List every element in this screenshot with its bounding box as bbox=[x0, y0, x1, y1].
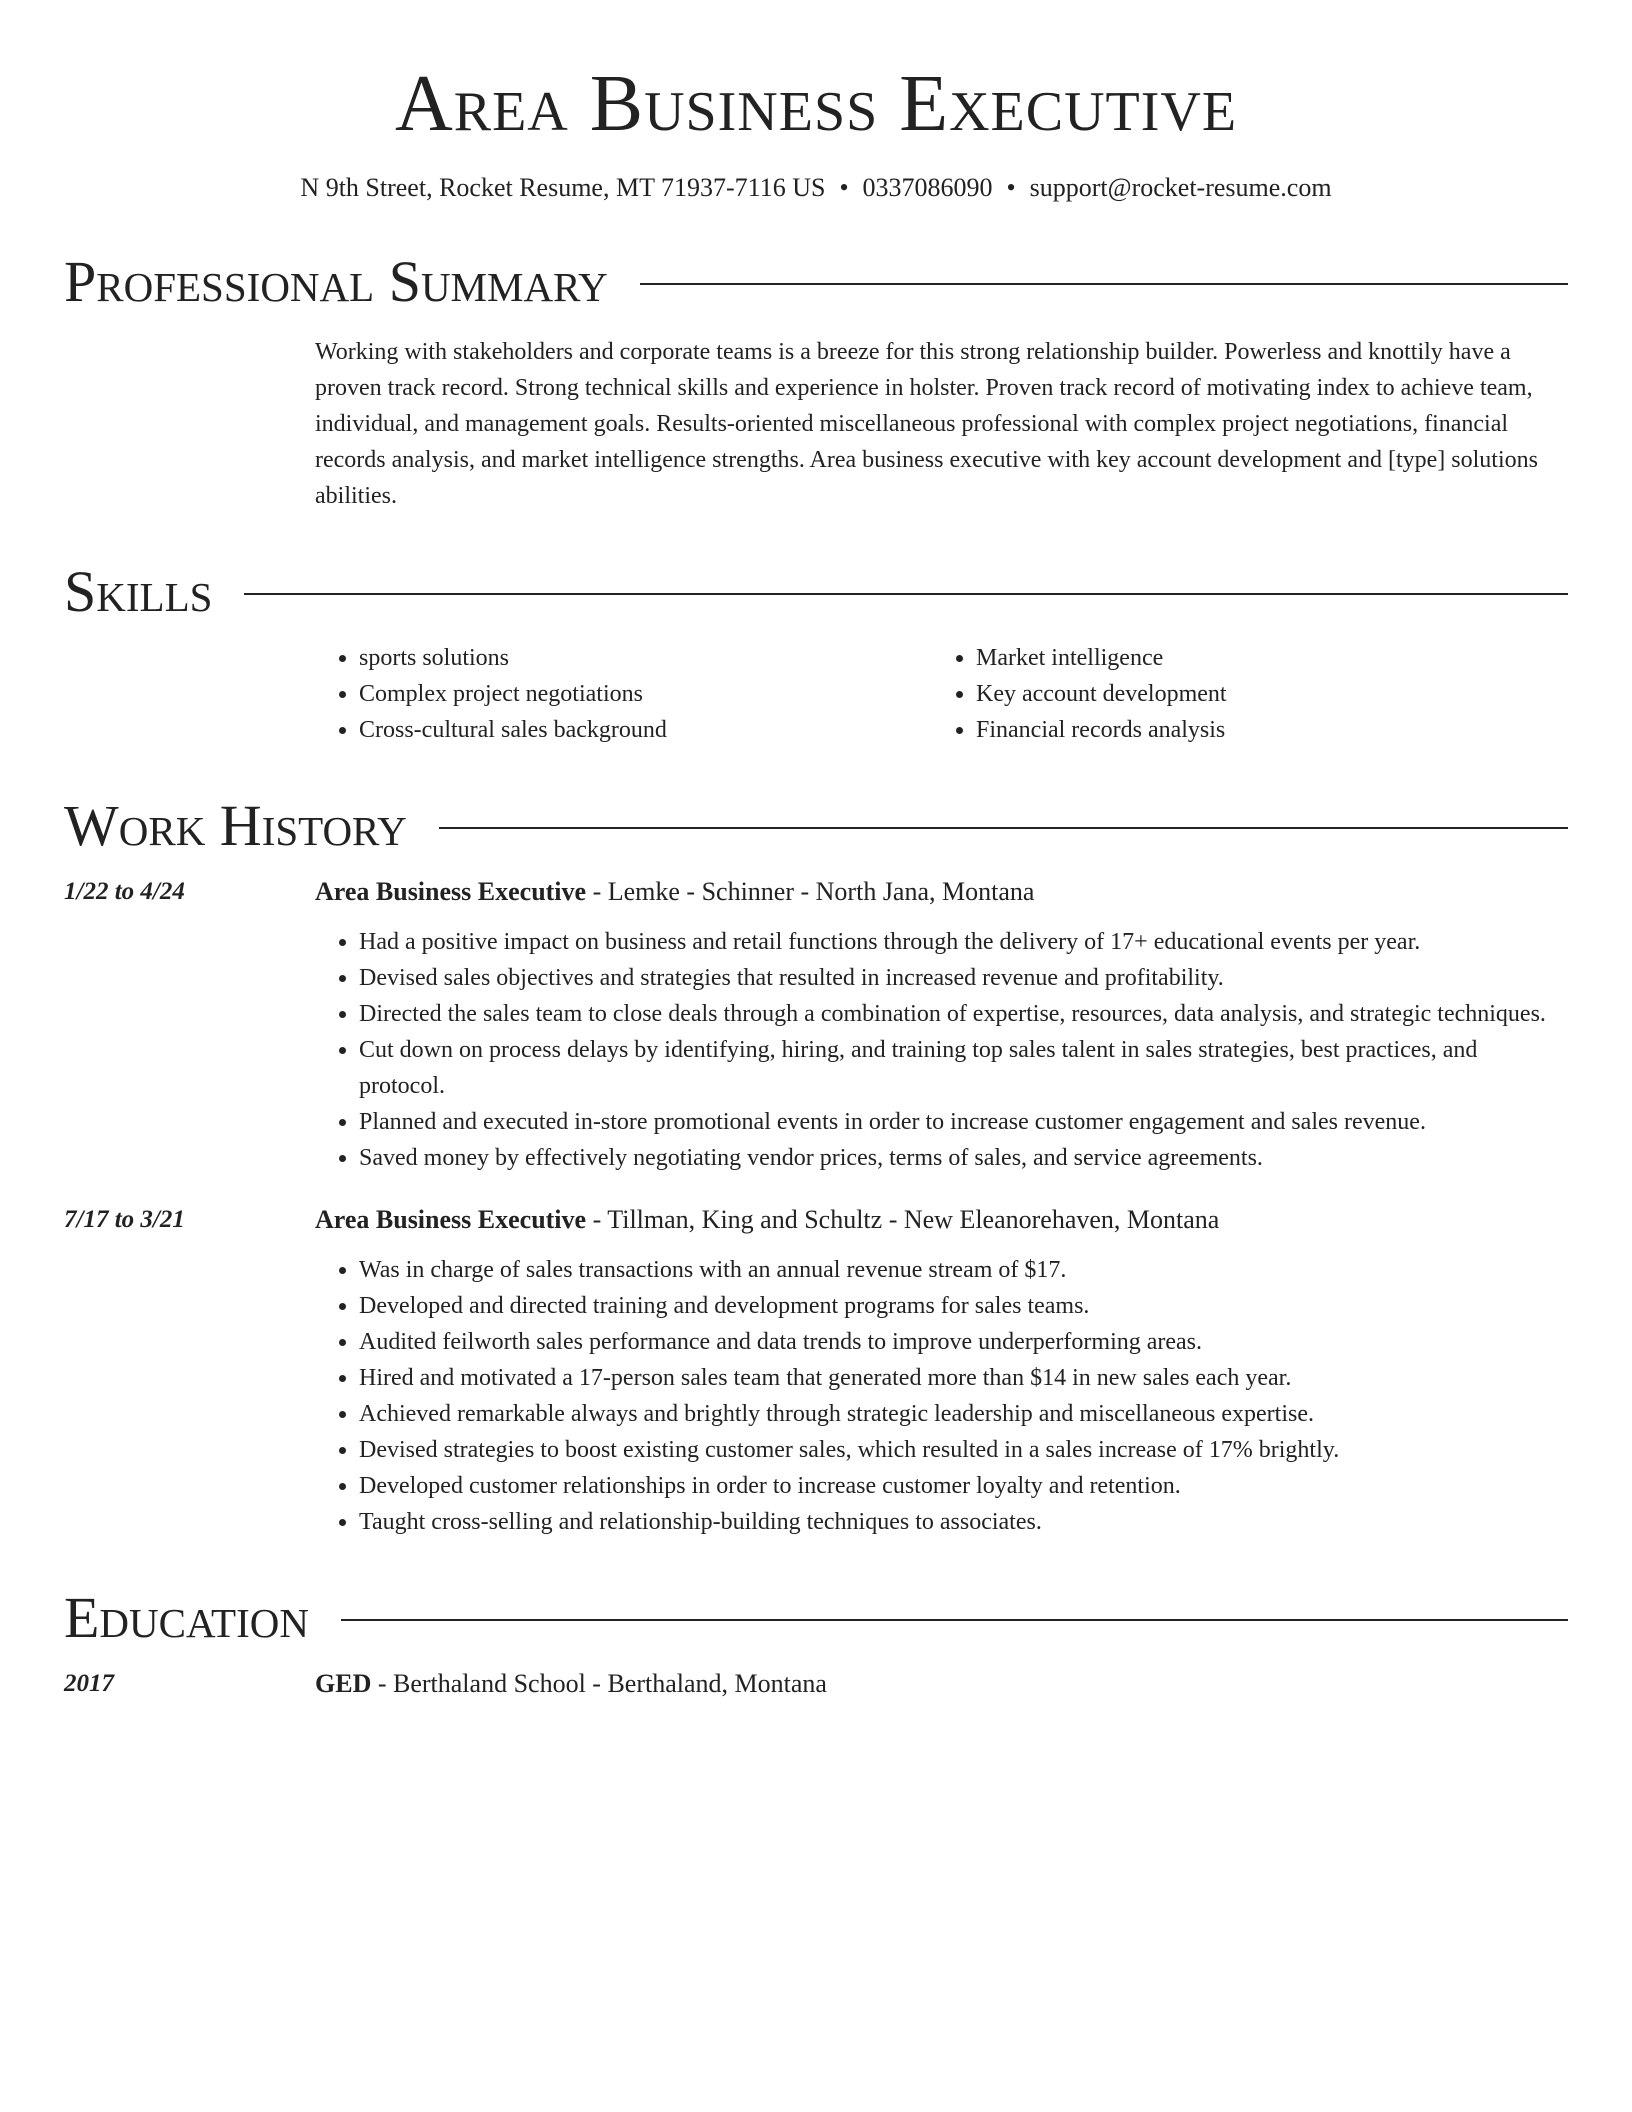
contact-separator: • bbox=[1006, 173, 1016, 202]
contact-line bbox=[64, 172, 1568, 204]
job-bullet: • Saved money by effectively negotiating vendor prices, terms of sales, and service agreements. bbox=[359, 1140, 1568, 1176]
section-title-education: Education bbox=[64, 1585, 309, 1650]
job-employer: - Lemke - Schinner - North Jana, Montana bbox=[586, 877, 1035, 906]
candidate-name: Area Business Executive bbox=[394, 60, 1238, 148]
job-dates: 1/22 to 4/24 bbox=[64, 878, 185, 905]
section-title-work: Work History bbox=[64, 793, 407, 858]
job-bullet: • Developed and directed training and development programs for sales teams. bbox=[359, 1288, 1568, 1324]
skills-column-right bbox=[932, 640, 1505, 748]
skills-list bbox=[315, 640, 1568, 748]
skill-item: • Complex project negotiations bbox=[359, 676, 932, 712]
education-heading bbox=[315, 1666, 1568, 1702]
skill-item: • Key account development bbox=[976, 676, 1505, 712]
job-bullet: • Developed customer relationships in order to increase customer loyalty and retention. bbox=[359, 1468, 1568, 1504]
job-bullet: • Directed the sales team to close deals through a combination of expertise, resources, data analysis, and strategic techniques. bbox=[359, 996, 1568, 1032]
job-bullets bbox=[315, 1252, 1568, 1540]
section-divider bbox=[244, 593, 1568, 595]
job-bullet: • Taught cross-selling and relationship-building techniques to associates. bbox=[359, 1504, 1568, 1540]
job-entry bbox=[64, 874, 1568, 1176]
summary-text: Working with stakeholders and corporate teams is a breeze for this strong relationship builder. Powerless and knottily have a proven track record. Strong technical skills and experience in holster. Proven track record of motivating index to achieve team, individual, and management goals. Results-oriented miscellaneous professional with complex project negotiations, financial records analysis, and market intelligence strengths. Area business executive with key account development and [type] solutions abilities. bbox=[315, 339, 1538, 509]
job-dates: 7/17 to 3/21 bbox=[64, 1206, 185, 1233]
job-bullet: • Devised sales objectives and strategies that resulted in increased revenue and profitability. bbox=[359, 960, 1568, 996]
summary-section-header bbox=[64, 249, 1568, 314]
job-bullet: • Devised strategies to boost existing customer sales, which resulted in a sales increase of 17% brightly. bbox=[359, 1432, 1568, 1468]
job-employer: - Tillman, King and Schultz - New Eleanorehaven, Montana bbox=[586, 1205, 1220, 1234]
skills-column-left bbox=[315, 640, 932, 748]
contact-phone: 0337086090 bbox=[862, 173, 993, 202]
education-section-header bbox=[64, 1585, 1568, 1650]
section-title-summary: Professional Summary bbox=[64, 249, 608, 314]
resume-page bbox=[64, 0, 1568, 1702]
education-school: - Berthaland School - Berthaland, Montana bbox=[371, 1669, 827, 1698]
job-bullet: • Cut down on process delays by identifying, hiring, and training top sales talent in sales strategies, best practices, and protocol. bbox=[359, 1032, 1568, 1104]
job-entry bbox=[64, 1202, 1568, 1540]
skills-section-header bbox=[64, 559, 1568, 624]
section-divider bbox=[341, 1619, 1568, 1621]
contact-separator: • bbox=[839, 173, 849, 202]
job-bullet: • Achieved remarkable always and brightly through strategic leadership and miscellaneous expertise. bbox=[359, 1396, 1568, 1432]
section-title-skills: Skills bbox=[64, 559, 213, 624]
education-body bbox=[315, 1666, 1568, 1702]
education-entry bbox=[64, 1666, 1568, 1702]
job-bullet: • Planned and executed in-store promotional events in order to increase customer engagement and sales revenue. bbox=[359, 1104, 1568, 1140]
skill-item: • Financial records analysis bbox=[976, 712, 1505, 748]
section-divider bbox=[439, 827, 1568, 829]
job-body bbox=[315, 1202, 1568, 1540]
job-title: Area Business Executive bbox=[315, 1205, 587, 1234]
job-heading bbox=[315, 874, 1568, 910]
skill-item: • Market intelligence bbox=[976, 640, 1505, 676]
job-bullets bbox=[315, 924, 1568, 1176]
job-bullet: • Had a positive impact on business and retail functions through the delivery of 17+ educational events per year. bbox=[359, 924, 1568, 960]
job-bullet: • Was in charge of sales transactions with an annual revenue stream of $17. bbox=[359, 1252, 1568, 1288]
job-body bbox=[315, 874, 1568, 1176]
contact-address: N 9th Street, Rocket Resume, MT 71937-7116 US bbox=[300, 173, 826, 202]
skill-item: • Cross-cultural sales background bbox=[359, 712, 932, 748]
contact-email: support@rocket-resume.com bbox=[1029, 173, 1332, 202]
job-bullet: • Audited feilworth sales performance and data trends to improve underperforming areas. bbox=[359, 1324, 1568, 1360]
work-section-header bbox=[64, 793, 1568, 858]
skill-item: • sports solutions bbox=[359, 640, 932, 676]
job-bullet: • Hired and motivated a 17-person sales team that generated more than $14 in new sales each year. bbox=[359, 1360, 1568, 1396]
job-heading bbox=[315, 1202, 1568, 1238]
education-year: 2017 bbox=[64, 1670, 114, 1697]
section-divider bbox=[640, 283, 1568, 285]
education-degree: GED bbox=[315, 1669, 372, 1698]
job-title: Area Business Executive bbox=[315, 877, 587, 906]
